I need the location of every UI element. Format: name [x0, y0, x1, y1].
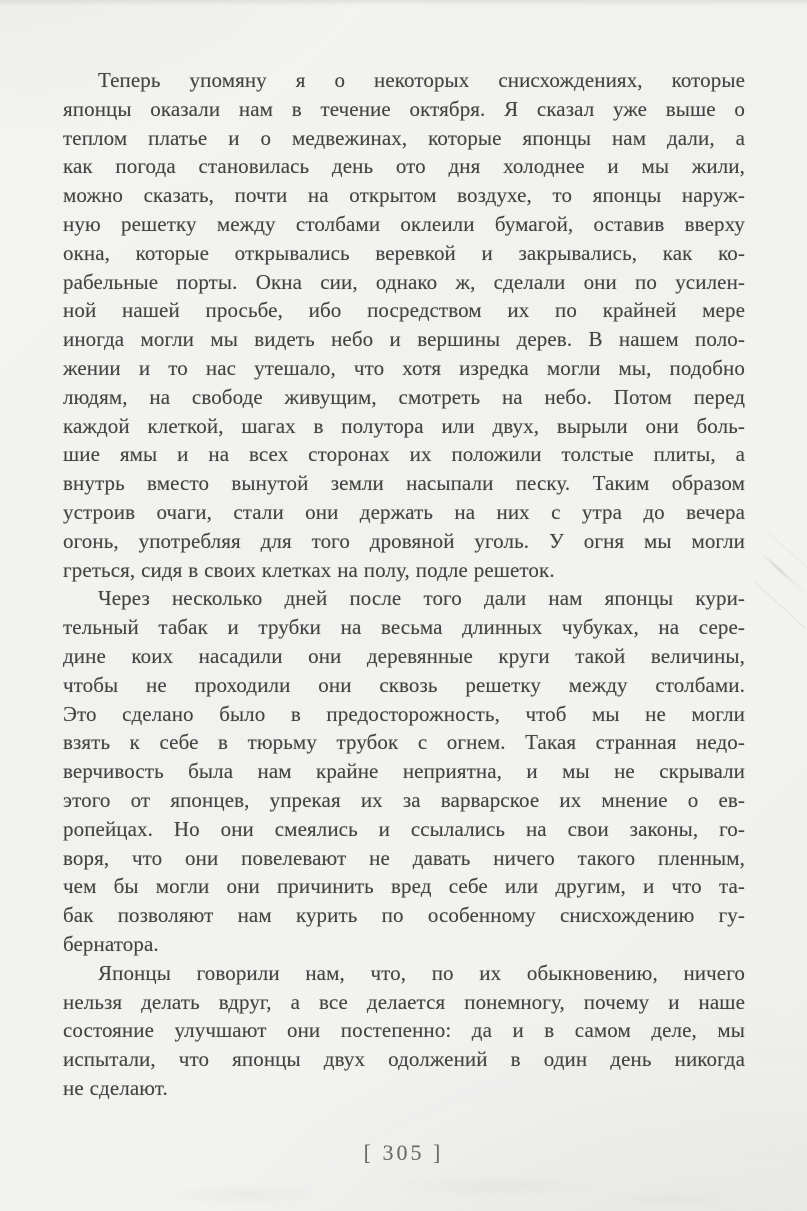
text-line: огонь, употребляя для того дровяной уголь. У огня мы могли: [63, 528, 745, 553]
text-line: чтобы не проходили они сквозь решетку между столбами.: [63, 672, 745, 697]
paragraph: [63, 66, 745, 584]
text-line: устроив очаги, стали они держать на них с утра до вечера: [63, 499, 745, 524]
text-line: не сделают.: [63, 1075, 168, 1100]
text-line: греться, сидя в своих клетках на полу, подле решеток.: [63, 557, 555, 582]
text-line: Это сделано было в предосторожность, чтоб мы не могли: [63, 701, 745, 726]
text-line: Японцы говорили нам, что, по их обыкновению, ничего: [98, 960, 745, 985]
text-line: этого от японцев, упрекая их за варварское их мнение о ев-: [63, 787, 745, 812]
text-block: [63, 66, 745, 1103]
text-line: внутрь вместо вынутой земли насыпали песку. Таким образом: [63, 471, 745, 496]
text-line: японцы оказали нам в течение октября. Я сказал уже выше о: [63, 96, 745, 121]
text-line: можно сказать, почти на открытом воздухе, то японцы наруж-: [63, 183, 745, 208]
text-line: людям, на свободе живущим, смотреть на небо. Потом перед: [63, 384, 745, 409]
text-line: окна, которые открывались веревкой и закрывались, как ко-: [63, 240, 745, 265]
text-line: бернатора.: [63, 931, 159, 956]
text-line: состояние улучшают они постепенно: да и в самом деле, мы: [63, 1018, 745, 1043]
text-line: как погода становилась день ото дня холоднее и мы жили,: [63, 154, 745, 179]
text-line: чем бы могли они причинить вред себе или другим, и что та-: [63, 874, 745, 899]
text-line: дине коих насадили они деревянные круги такой величины,: [63, 643, 745, 668]
text-line: бак позволяют нам курить по особенному снисхождению гу-: [63, 903, 745, 928]
page-number: [ 305 ]: [363, 1140, 444, 1165]
text-line: теплом платье и о медвежинах, которые японцы нам дали, а: [63, 125, 745, 150]
text-line: шие ямы и на всех сторонах их положили толстые плиты, а: [63, 442, 745, 467]
paragraph: [63, 959, 745, 1103]
paragraph: [63, 584, 745, 958]
text-line: Теперь упомяну я о некоторых снисхождениях, которые: [98, 68, 745, 92]
text-line: иногда могли мы видеть небо и вершины дерев. В нашем поло-: [63, 327, 745, 352]
text-line: ную решетку между столбами оклеили бумагой, оставив вверху: [63, 211, 745, 236]
text-line: верчивость была нам крайне неприятна, и мы не скрывали: [63, 759, 745, 784]
text-line: ропейцах. Но они смеялись и ссылались на свои законы, го-: [63, 816, 745, 841]
text-line: воря, что они повелевают не давать ничего такого пленным,: [63, 845, 745, 870]
text-line: жении и то нас утешало, что хотя изредка могли мы, подобно: [63, 355, 745, 380]
text-line: ной нашей просьбе, ибо посредством их по крайней мере: [63, 298, 745, 323]
scan-mottle-artifact: [0, 1170, 807, 1211]
text-line: нельзя делать вдруг, а все делается понемногу, почему и наше: [63, 989, 745, 1014]
page-crease-mark: [760, 552, 807, 601]
text-line: рабельные порты. Окна сии, однако ж, сделали они по усилен-: [63, 269, 745, 294]
text-line: испытали, что японцы двух одолжений в один день никогда: [63, 1047, 745, 1072]
text-line: Через несколько дней после того дали нам японцы кури-: [98, 586, 745, 611]
text-line: каждой клеткой, шагах в полутора или двух, вырыли они боль-: [63, 413, 745, 438]
text-line: взять к себе в тюрьму трубок с огнем. Такая странная недо-: [63, 730, 745, 755]
text-line: тельный табак и трубки на весьма длинных чубуках, на сере-: [63, 615, 745, 640]
